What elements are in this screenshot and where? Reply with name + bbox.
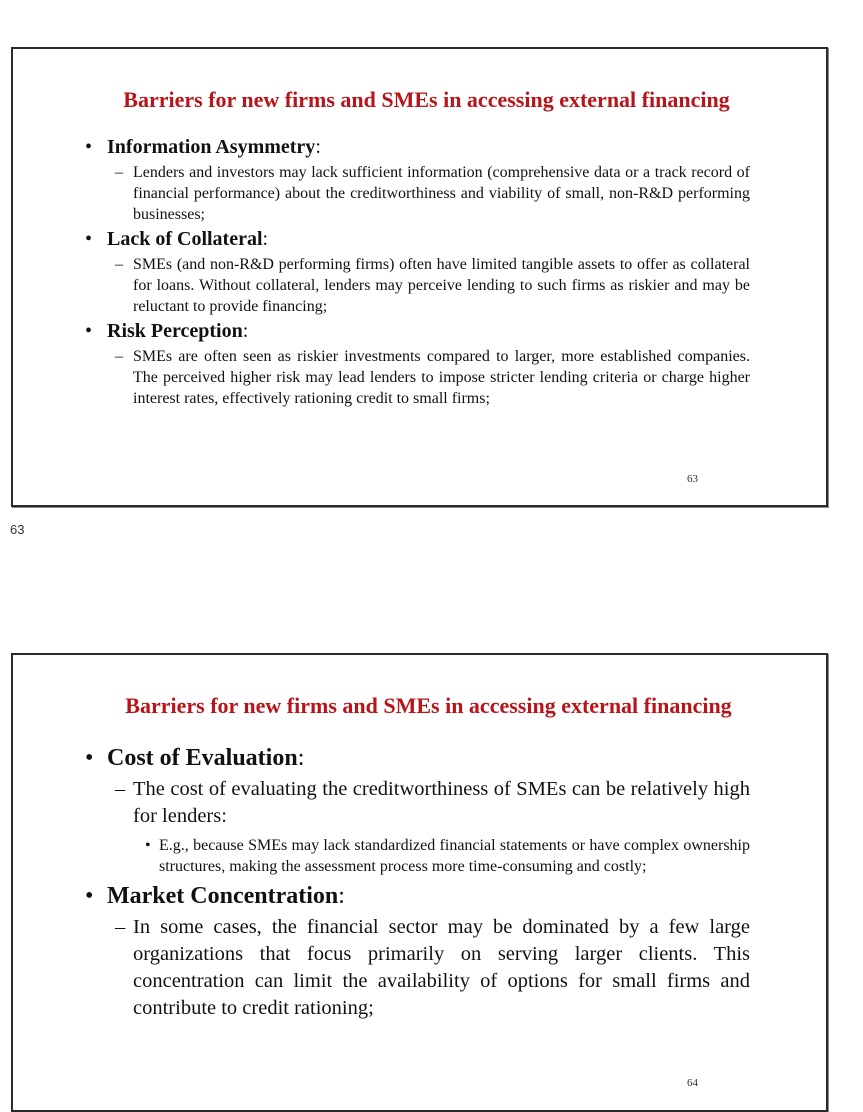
bullet-icon: • (85, 228, 93, 250)
sub-point (83, 346, 750, 409)
dash-icon: – (115, 256, 123, 273)
sub-point (83, 162, 750, 225)
slide-title: Barriers for new firms and SMEs in accessing external financing (125, 693, 732, 718)
bullet-risk-perception (83, 319, 750, 343)
sub-sub-point (83, 835, 750, 877)
slide-64 (11, 653, 828, 1112)
dash-icon: – (115, 164, 123, 181)
sub-point (83, 776, 750, 830)
bullet-heading: Information Asymmetry (107, 136, 316, 158)
slide-title: Barriers for new firms and SMEs in accessing external financing (123, 87, 730, 112)
slide-content (83, 133, 750, 409)
bullet-information-asymmetry (83, 135, 750, 159)
dash-icon: – (115, 348, 123, 365)
sub-point (83, 254, 750, 317)
sub-point-text: SMEs are often seen as riskier investments compared to larger, more established companies. The perceived higher risk may lead lenders to impose stricter lending criteria or charge higher interest rates, effectively rationing credit to small firms; (133, 348, 750, 407)
bullet-heading: Market Concentration (107, 883, 339, 909)
page-number-label: 63 (10, 522, 25, 537)
dash-icon: – (115, 778, 126, 800)
sub-point-text: The cost of evaluating the creditworthiness of SMEs can be relatively high for lenders: (133, 778, 750, 827)
slide-number: 63 (687, 473, 698, 485)
bullet-icon: • (85, 136, 93, 158)
heading-suffix: : (242, 320, 249, 342)
bullet-cost-of-evaluation (83, 743, 750, 773)
sub-point-text: In some cases, the financial sector may be dominated by a few large organizations that focus primarily on serving larger clients. This concentration can limit the availability of options for small firms and contribute to credit rationing; (133, 916, 750, 1019)
sub-point-text: Lenders and investors may lack sufficient information (comprehensive data or a track record of financial performance) about the creditworthiness and viability of small, non-R&D performing businesses; (133, 164, 750, 223)
slide-63 (11, 47, 828, 507)
bullet-market-concentration (83, 881, 750, 911)
heading-suffix: : (297, 745, 305, 771)
bullet-heading: Cost of Evaluation (107, 745, 298, 771)
bullet-icon: • (145, 837, 151, 854)
bullet-lack-of-collateral (83, 227, 750, 251)
dash-icon: – (115, 916, 126, 938)
bullet-heading: Lack of Collateral (107, 228, 263, 250)
heading-suffix: : (315, 136, 321, 158)
bullet-heading: Risk Perception (107, 320, 243, 342)
sub-sub-point-text: E.g., because SMEs may lack standardized financial statements or have complex ownership structures, making the assessment process more time-consuming and costly; (159, 837, 750, 875)
bullet-icon: • (85, 883, 94, 909)
heading-suffix: : (262, 228, 269, 250)
bullet-icon: • (85, 320, 93, 342)
heading-suffix: : (338, 883, 345, 909)
sub-point (83, 914, 750, 1022)
slide-number: 64 (687, 1077, 698, 1089)
bullet-icon: • (85, 745, 94, 771)
slide-content (83, 739, 750, 1022)
sub-point-text: SMEs (and non-R&D performing firms) often have limited tangible assets to offer as collateral for loans. Without collateral, lenders may perceive lending to such firms as riskier and may be reluctant to provide financing; (133, 256, 750, 315)
